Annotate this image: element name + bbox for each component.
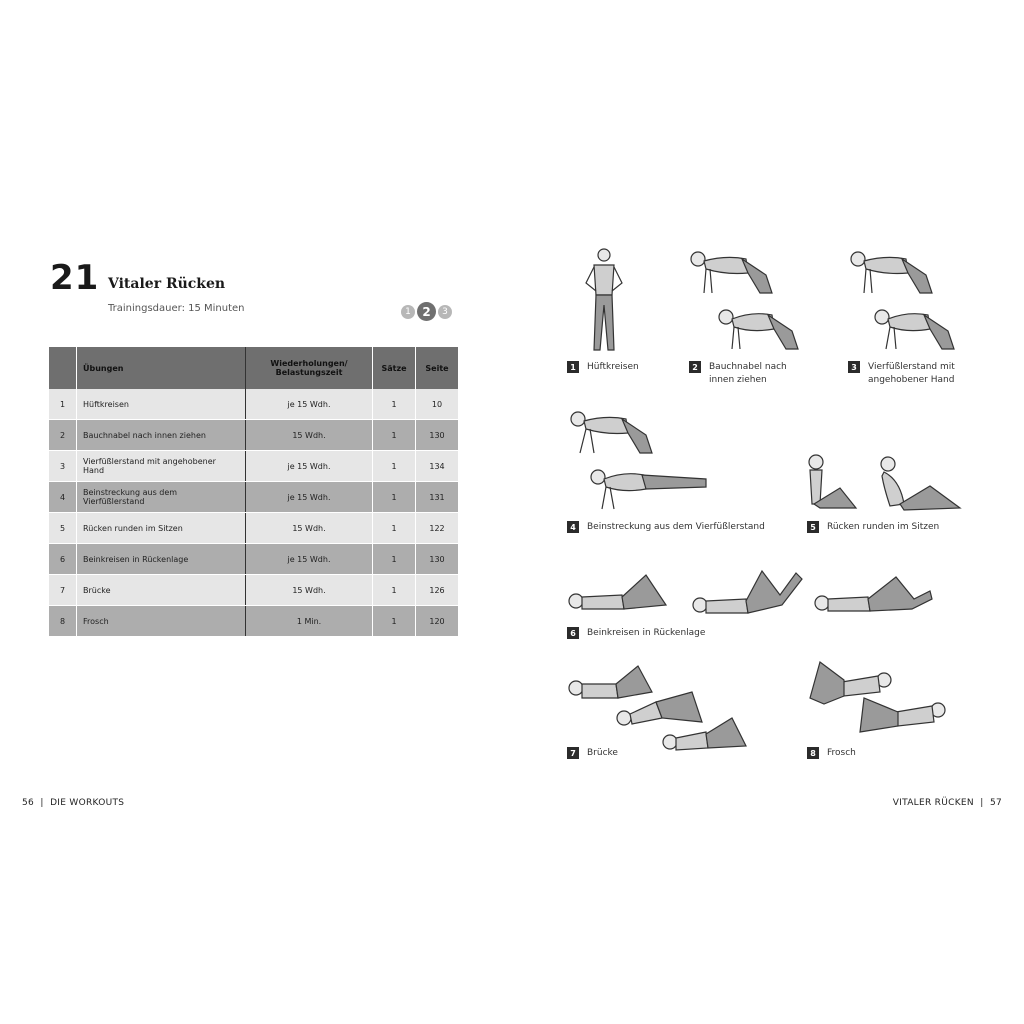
row-sets: 1: [373, 420, 416, 451]
caption-7-text: Brücke: [587, 748, 618, 758]
row-sets: 1: [373, 482, 416, 513]
caption-5-number: 5: [807, 521, 819, 533]
row-page: 122: [416, 513, 459, 544]
row-exercise: Bauchnabel nach innen ziehen: [77, 420, 246, 451]
table-row: [49, 606, 458, 637]
header-nr: [49, 347, 77, 389]
caption-2: [689, 361, 787, 387]
header-sets: Sätze: [373, 347, 416, 389]
figure-4-leg-extension-illustration: [566, 405, 716, 515]
caption-2-number: 2: [689, 361, 701, 373]
caption-6-text: Beinkreisen in Rückenlage: [587, 628, 706, 638]
row-nr: 6: [49, 544, 77, 575]
row-reps: je 15 Wdh.: [246, 544, 373, 575]
caption-3-number: 3: [848, 361, 860, 373]
workout-table: [49, 347, 458, 637]
figure-1-standing-illustration: [572, 245, 632, 357]
caption-8-number: 8: [807, 747, 819, 759]
row-nr: 3: [49, 451, 77, 482]
figure-8-frog-illustration: [804, 658, 954, 738]
row-exercise: Hüftkreisen: [77, 389, 246, 420]
figure-5-seated-round-illustration: [800, 448, 970, 516]
header-reps-line2: Belastungszeit: [275, 368, 343, 377]
table-header-row: [49, 347, 458, 389]
row-page: 130: [416, 544, 459, 575]
row-reps: je 15 Wdh.: [246, 389, 373, 420]
footer-left-section: DIE WORKOUTS: [50, 798, 125, 808]
row-page: 131: [416, 482, 459, 513]
caption-6-number: 6: [567, 627, 579, 639]
row-nr: 1: [49, 389, 77, 420]
row-page: 126: [416, 575, 459, 606]
footer-left: [22, 798, 124, 808]
caption-4-number: 4: [567, 521, 579, 533]
caption-7-number: 7: [567, 747, 579, 759]
workout-title: Vitaler Rücken: [108, 276, 226, 292]
caption-8: [807, 747, 856, 760]
caption-6: [567, 627, 705, 640]
row-sets: 1: [373, 544, 416, 575]
table-row: [49, 389, 458, 420]
level-1-badge: 1: [401, 305, 415, 319]
row-nr: 8: [49, 606, 77, 637]
caption-1-text: Hüftkreisen: [587, 362, 639, 372]
row-exercise: Brücke: [77, 575, 246, 606]
caption-7: [567, 747, 618, 760]
row-reps: je 15 Wdh.: [246, 482, 373, 513]
header-reps-line1: Wiederholungen/: [270, 359, 348, 368]
level-2-badge: 2: [417, 302, 436, 321]
workout-number: 21: [50, 258, 100, 298]
row-nr: 5: [49, 513, 77, 544]
row-exercise: Beinkreisen in Rückenlage: [77, 544, 246, 575]
table-row: [49, 420, 458, 451]
row-nr: 7: [49, 575, 77, 606]
table-row: [49, 544, 458, 575]
row-sets: 1: [373, 513, 416, 544]
row-reps: 15 Wdh.: [246, 575, 373, 606]
row-page: 10: [416, 389, 459, 420]
caption-5-text: Rücken runden im Sitzen: [827, 522, 940, 532]
footer-right: [893, 798, 1002, 808]
caption-2-text: Bauchnabel nach innen ziehen: [709, 362, 787, 385]
caption-5: [807, 521, 939, 534]
row-exercise: Beinstreckung aus dem Vierfüßlerstand: [77, 482, 246, 513]
caption-1-number: 1: [567, 361, 579, 373]
row-sets: 1: [373, 389, 416, 420]
header-reps: [246, 347, 373, 389]
row-sets: 1: [373, 606, 416, 637]
level-indicator: [401, 302, 452, 321]
row-reps: 1 Min.: [246, 606, 373, 637]
level-3-badge: 3: [438, 305, 452, 319]
row-page: 120: [416, 606, 459, 637]
row-reps: je 15 Wdh.: [246, 451, 373, 482]
footer-right-page-number: 57: [989, 798, 1002, 808]
figure-7-bridge-illustration: [566, 662, 756, 758]
figure-2-quadruped-illustration: [686, 245, 812, 355]
row-reps: 15 Wdh.: [246, 513, 373, 544]
row-sets: 1: [373, 575, 416, 606]
row-sets: 1: [373, 451, 416, 482]
workout-duration: Trainingsdauer: 15 Minuten: [108, 303, 245, 314]
row-page: 134: [416, 451, 459, 482]
caption-8-text: Frosch: [827, 748, 856, 758]
header-exercise: Übungen: [77, 347, 246, 389]
caption-4-text: Beinstreckung aus dem Vierfüßlerstand: [587, 522, 765, 532]
row-nr: 2: [49, 420, 77, 451]
row-reps: 15 Wdh.: [246, 420, 373, 451]
row-nr: 4: [49, 482, 77, 513]
table-row: [49, 513, 458, 544]
footer-left-separator: |: [40, 798, 44, 808]
header-page: Seite: [416, 347, 459, 389]
footer-right-separator: |: [980, 798, 984, 808]
row-exercise: Rücken runden im Sitzen: [77, 513, 246, 544]
caption-1: [567, 361, 639, 374]
table-row: [49, 451, 458, 482]
footer-left-page-number: 56: [22, 798, 35, 808]
table-row: [49, 482, 458, 513]
caption-3-text: Vierfüßlerstand mit angehobener Hand: [868, 362, 955, 385]
row-page: 130: [416, 420, 459, 451]
row-exercise: Vierfüßlerstand mit angehobener Hand: [77, 451, 246, 482]
footer-right-section: VITALER RÜCKEN: [892, 798, 974, 808]
row-exercise: Frosch: [77, 606, 246, 637]
caption-4: [567, 521, 765, 534]
figure-6-leg-circles-illustration: [566, 565, 938, 620]
caption-3: [848, 361, 955, 387]
table-row: [49, 575, 458, 606]
figure-3-quadruped-hand-illustration: [846, 245, 972, 355]
